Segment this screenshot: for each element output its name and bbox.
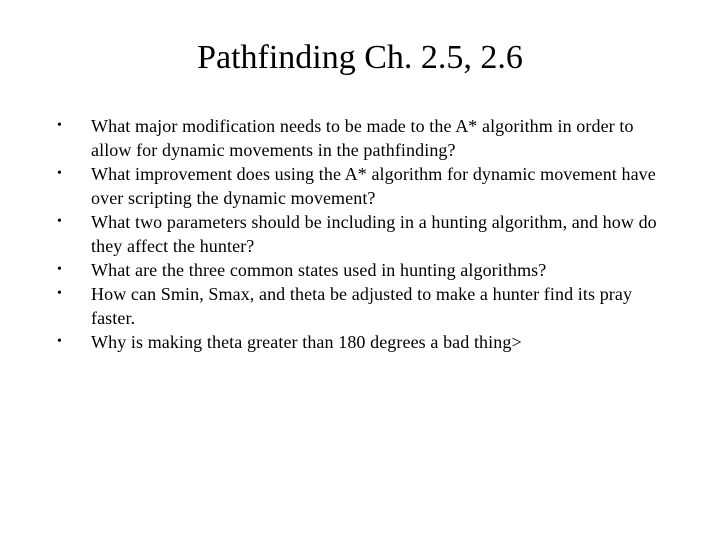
question-text: What improvement does using the A* algorithm for dynamic movement have over scripting the dynamic movement? [91,164,656,208]
list-item [55,258,665,282]
list-item [55,162,665,210]
list-item [55,282,665,330]
slide-title: Pathfinding Ch. 2.5, 2.6 [197,39,523,76]
bullet-icon: • [57,166,63,181]
list-item [55,330,665,354]
question-text: Why is making theta greater than 180 degrees a bad thing> [91,332,522,352]
bullet-icon: • [57,334,63,349]
question-text: What major modification needs to be made to the A* algorithm in order to allow for dynamic movements in the pathfinding? [91,116,634,160]
question-text: What two parameters should be including in a hunting algorithm, and how do they affect the hunter? [91,212,657,256]
bullet-icon: • [57,214,63,229]
bullet-icon: • [57,286,63,301]
bullet-icon: • [57,118,63,133]
bullet-icon: • [57,262,63,277]
question-list [55,114,665,354]
question-text: What are the three common states used in hunting algorithms? [91,260,547,280]
list-item [55,210,665,258]
list-item [55,114,665,162]
question-text: How can Smin, Smax, and theta be adjusted to make a hunter find its pray faster. [91,284,633,328]
